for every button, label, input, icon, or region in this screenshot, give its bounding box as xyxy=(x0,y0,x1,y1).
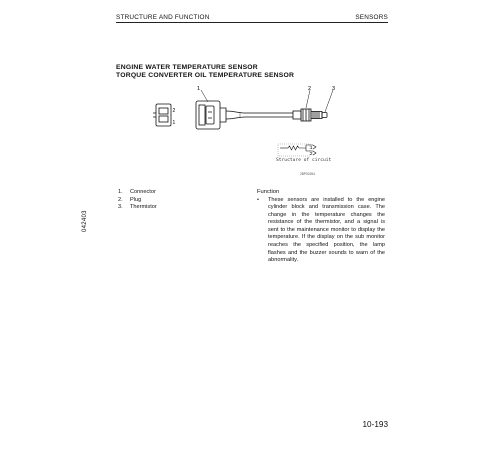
side-code: 042403 xyxy=(82,210,88,232)
list-item xyxy=(118,204,157,212)
part-number: 3. xyxy=(118,204,123,211)
pin-label-1: 1 xyxy=(172,120,176,126)
sensor-body xyxy=(293,109,327,121)
circuit-label-2: 2 xyxy=(310,151,313,156)
figure-code: 2BP00264 xyxy=(300,172,315,176)
circuit-label-1: 1 xyxy=(310,145,313,150)
part-label: Connector xyxy=(130,189,156,195)
page-number: 10-193 xyxy=(362,420,388,429)
header-right: SENSORS xyxy=(355,14,388,21)
function-text xyxy=(257,197,385,265)
callout-3: 3 xyxy=(332,86,336,92)
part-number: 2. xyxy=(118,196,123,203)
part-label: Thermistor xyxy=(130,204,157,211)
pin-label-2: 2 xyxy=(172,108,176,114)
sensor-diagram xyxy=(150,84,350,164)
list-item xyxy=(118,197,157,205)
part-label: Plug xyxy=(130,196,142,203)
wire-harness xyxy=(226,111,293,119)
bullet: • xyxy=(257,196,259,203)
callout-2: 2 xyxy=(308,86,312,92)
diagram-caption: Structure of circuit xyxy=(276,158,332,163)
part-number: 1. xyxy=(118,189,123,195)
connector-pin-face xyxy=(153,104,171,126)
callout-leaders xyxy=(201,90,333,112)
callout-1: 1 xyxy=(197,86,201,92)
page-title-1: ENGINE WATER TEMPERATURE SENSOR xyxy=(116,64,258,71)
function-body: These sensors are installed to the engine cylinder block and transmission case. The change in the temperature changes the resistance of the thermistor, and a signal is sent to the maintenance monitor to display the temperature. If the display on the sub monitor reaches the specified position, the lamp flashes and the buzzer sounds to warn of the abnormality. xyxy=(268,196,385,264)
page-title-2: TORQUE CONVERTER OIL TEMPERATURE SENSOR xyxy=(116,72,295,79)
header-left: STRUCTURE AND FUNCTION xyxy=(116,14,210,21)
parts-list xyxy=(118,189,157,212)
list-item xyxy=(118,189,157,197)
function-title: Function xyxy=(257,189,280,195)
connector-body xyxy=(196,101,226,129)
header-rule xyxy=(116,22,388,23)
